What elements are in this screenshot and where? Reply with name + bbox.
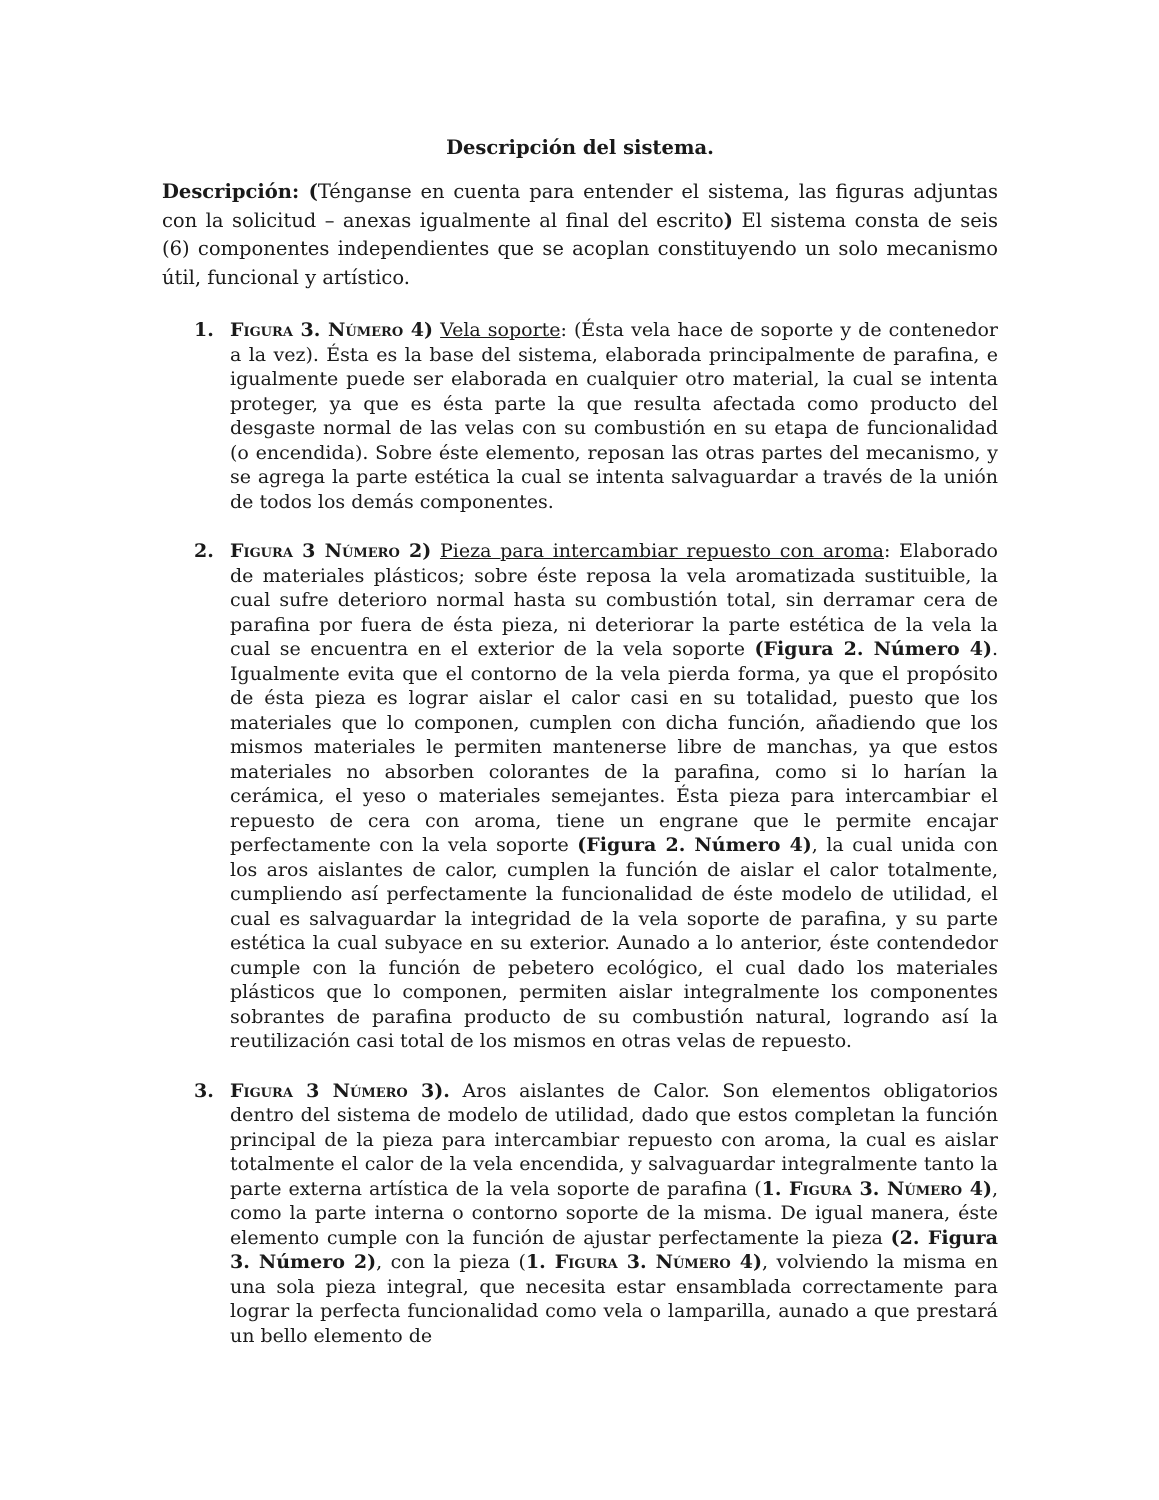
list-item-1 [162, 318, 998, 514]
list-item-3 [162, 1079, 998, 1349]
intro-body: El sistema consta de seis (6) componentes independientes que se acoplan constituyendo un solo mecanismo útil, funcional y artístico. [162, 208, 998, 289]
intro-paren-close: ) [723, 208, 734, 232]
figure-reference-bold: (Figura 2. Número 4) [754, 638, 992, 661]
figure-reference: 1. Figura 3. Número 4) [525, 1251, 762, 1274]
item-number: 2. [194, 540, 214, 563]
component-name: Pieza para intercambiar repuesto con aroma [439, 540, 885, 563]
figure-reference-bold: (2. Figura 3. Número 2) [230, 1226, 998, 1274]
item-number: 3. [194, 1079, 214, 1102]
item-text: Aros aislantes de Calor. Son elementos obligatorios dentro del sistema de modelo de utilidad, dado que estos completan la función principal de la pieza para intercambiar repuesto con aroma, la cual es aislar totalmente el calor de la vela encendida, y salvaguardar integralmente tanto la parte externa artística de la vela soporte de parafina ( [230, 1079, 999, 1200]
component-name: Vela soporte [440, 319, 561, 342]
item-text: : (Ésta vela hace de soporte y de contenedor a la vez). Ésta es la base del sistema, elaborada principalmente de parafina, e igualmente puede ser elaborada en cualquier otro material, la cual se intenta proteger, ya que es ésta parte la que resulta afectada como producto del desgaste normal de las velas con su combustión en su etapa de funcionalidad (o encendida). Sobre éste elemento, reposan las otras partes del mecanismo, y se agrega la parte estética la cual se intenta salvaguardar a través de la unión de todos los demás componentes. [230, 319, 998, 513]
intro-paren-open: ( [299, 180, 318, 203]
intro-label: Descripción: [162, 180, 300, 203]
figure-reference: 1. Figura 3. Número 4) [761, 1177, 992, 1200]
figure-reference-bold: (Figura 2. Número 4) [577, 834, 812, 857]
item-text: , la cual unida con los aros aislantes de calor, cumplen la función de aislar el calor totalmente, cumpliendo así perfectamente la funcionalidad de éste modelo de utilidad, el cual es salvaguardar la integridad de la vela soporte de parafina, y su parte estética la cual subyace en su exterior. Aunado a lo anterior, éste contendedor cumple con la función de pebetero ecológico, el cual dado los materiales plásticos que lo componen, permiten aislar integralmente los componentes sobrantes de parafina producto de su combustión natural, logrando así la reutilización casi total de los mismos en otras velas de repuesto. [230, 834, 998, 1053]
figure-reference: Figura 3 Número 2) [230, 540, 432, 563]
item-text: : Elaborado de materiales plásticos; sobre éste reposa la vela aromatizada sustituible, la cual sufre deterioro normal hasta su combustión total, sin derramar cera de parafina por fuera de ésta pieza, ni deteriorar la parte estética de la vela la cual se encuentra en el exterior de la vela soporte [230, 540, 998, 661]
intro-paren-text: Ténganse en cuenta para entender el sistema, las figuras adjuntas con la solicitud – anexas igualmente al final del escrito [162, 180, 999, 232]
component-list [162, 318, 998, 1348]
figure-reference: Figura 3 Número 3). [230, 1079, 450, 1102]
item-text: . Igualmente evita que el contorno de la vela pierda forma, ya que el propósito de ésta pieza es lograr aislar el calor casi en su totalidad, puesto que los materiales que lo componen, cumplen con dicha función, añadiendo que los mismos materiales le permiten mantenerse libre de manchas, ya que estos materiales no absorben colorantes de la parafina, como si lo harían la cerámica, el yeso o materiales semejantes. Ésta pieza para intercambiar el repuesto de cera con aroma, tiene un engrane que le permite encajar perfectamente con la vela soporte [230, 638, 998, 857]
item-text: , con la pieza ( [376, 1251, 526, 1274]
intro-paragraph [162, 178, 998, 292]
figure-reference: Figura 3. Número 4) [230, 319, 434, 342]
document-page [162, 134, 998, 1373]
item-number: 1. [194, 319, 214, 342]
list-item-2 [162, 539, 998, 1054]
document-title: Descripción del sistema. [446, 136, 714, 159]
item-text: , como la parte interna o contorno soporte de la misma. De igual manera, éste elemento cumple con la función de ajustar perfectamente la pieza [230, 1177, 998, 1249]
item-text: , volviendo la misma en una sola pieza integral, que necesita estar ensamblada correctamente para lograr la perfecta funcionalidad como vela o lamparilla, aunado a que prestará un bello elemento de [230, 1251, 998, 1347]
